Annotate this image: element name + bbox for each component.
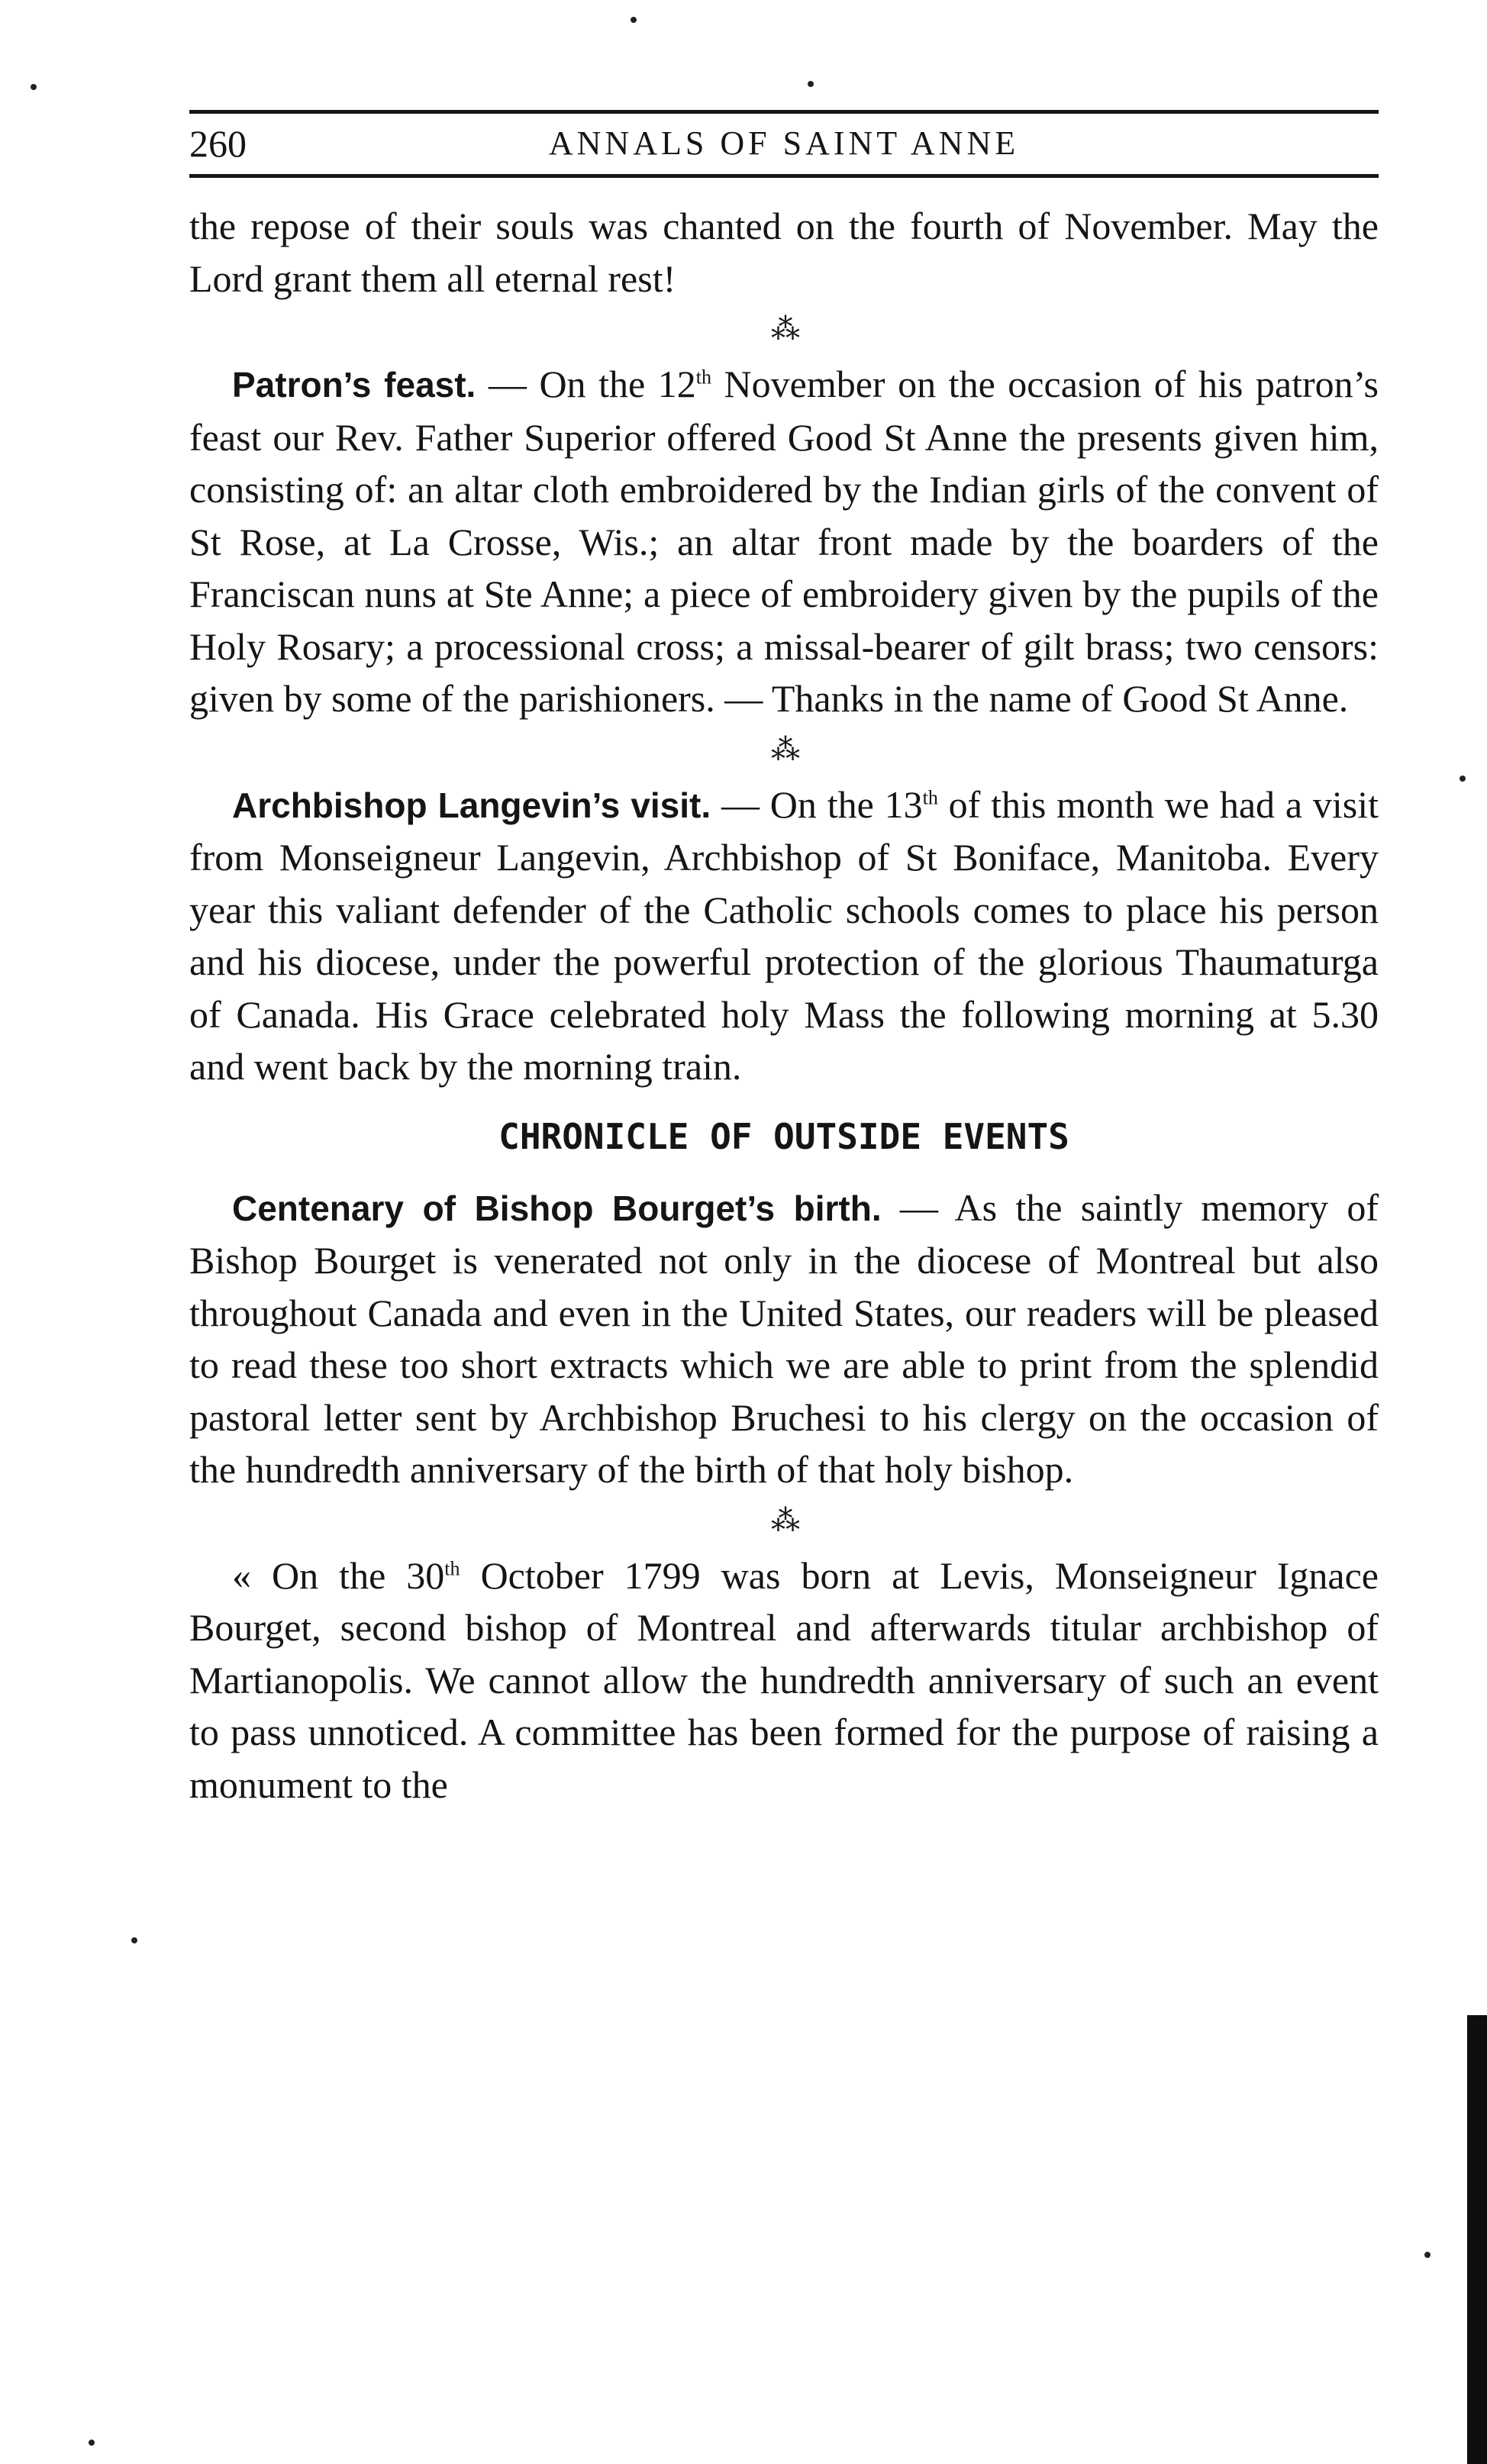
- ordinal-suffix: th: [695, 366, 711, 389]
- patrons-feast-paragraph: [189, 358, 1379, 725]
- archbishop-visit-heading: Archbishop Langevin’s visit.: [232, 785, 711, 825]
- scan-edge-shadow: [1467, 2015, 1487, 2464]
- scan-speck: [808, 81, 814, 87]
- section-title: CHRONICLE OF OUTSIDE EVENTS: [498, 1115, 1069, 1157]
- scan-speck: [89, 2440, 95, 2446]
- scan-speck: [31, 84, 37, 90]
- continuation-paragraph: the repose of their souls was chanted on the fourth of November. May the Lord grant them all eternal rest!: [189, 205, 1379, 300]
- ordinal-suffix: th: [444, 1556, 460, 1579]
- centenary-text: — As the saintly memory of Bishop Bourget is venerated not only in the diocese of Montreal but also throughout Canada and even in the United States, our readers will be pleased to read these too short extracts which we are able to print from the splendid pastoral letter sent by Archbishop Bruchesi to his clergy on the occasion of the hundredth anniversary of the birth of that holy bishop.: [189, 1185, 1379, 1491]
- page-body: [189, 200, 1379, 1811]
- scan-speck: [131, 1937, 137, 1943]
- centenary-heading: Centenary of Bishop Bourget’s birth.: [232, 1188, 882, 1228]
- patrons-feast-text: November on the occasion of his patron’s feast our Rev. Father Superior offered Good St Anne the presents given him, consisting of: an altar cloth embroidered by the Indian girls of the convent of St Rose, at La Crosse, Wis.; an altar front made by the boarders of the Franciscan nuns at Ste Anne; a piece of embroidery given by the pupils of the Holy Rosary; a processional cross; a missal-bearer of gilt brass; two censors: given by some of the parishioners. — Thanks in the name of Good St Anne.: [189, 363, 1379, 720]
- quote-text: October 1799 was born at Levis, Monseigneur Ignace Bourget, second bishop of Montreal and afterwards titular archbishop of Martianopolis. We cannot allow the hundredth anniversary of such an event to pass unnoticed. A committee has been formed for the purpose of raising a monument to the: [189, 1553, 1379, 1806]
- asterism-ornament-2: ⁂: [771, 734, 797, 766]
- asterism-ornament-1: ⁂: [771, 314, 797, 346]
- page-header: [189, 105, 1379, 179]
- quote-text-start: « On the 30: [232, 1553, 445, 1597]
- patrons-feast-text-start: — On the 12: [476, 363, 696, 405]
- ordinal-suffix: th: [922, 785, 938, 808]
- header-bottom-rule: [189, 174, 1379, 178]
- archbishop-visit-text-start: — On the 13: [711, 782, 923, 826]
- scan-speck: [1424, 2252, 1431, 2258]
- header-top-rule: [189, 110, 1379, 114]
- centenary-paragraph: [189, 1182, 1379, 1496]
- scan-speck: [631, 17, 637, 23]
- asterism-ornament-3: ⁂: [771, 1505, 797, 1537]
- scan-speck: [1460, 776, 1466, 782]
- patrons-feast-heading: Patron’s feast.: [232, 365, 476, 405]
- running-title: ANNALS OF SAINT ANNE: [548, 124, 1020, 162]
- pastoral-letter-quote-paragraph: [189, 1550, 1379, 1811]
- archbishop-visit-paragraph: [189, 779, 1379, 1093]
- page-number: 260: [189, 122, 247, 165]
- archbishop-visit-text: of this month we had a visit from Monseigneur Langevin, Archbishop of St Boniface, Manitoba. Every year this valiant defender of the Catholic schools comes to place his person and his diocese, under the powerful protection of the glorious Thaumaturga of Canada. His Grace celebrated holy Mass the following morning at 5.30 and went back by the morning train.: [189, 782, 1379, 1088]
